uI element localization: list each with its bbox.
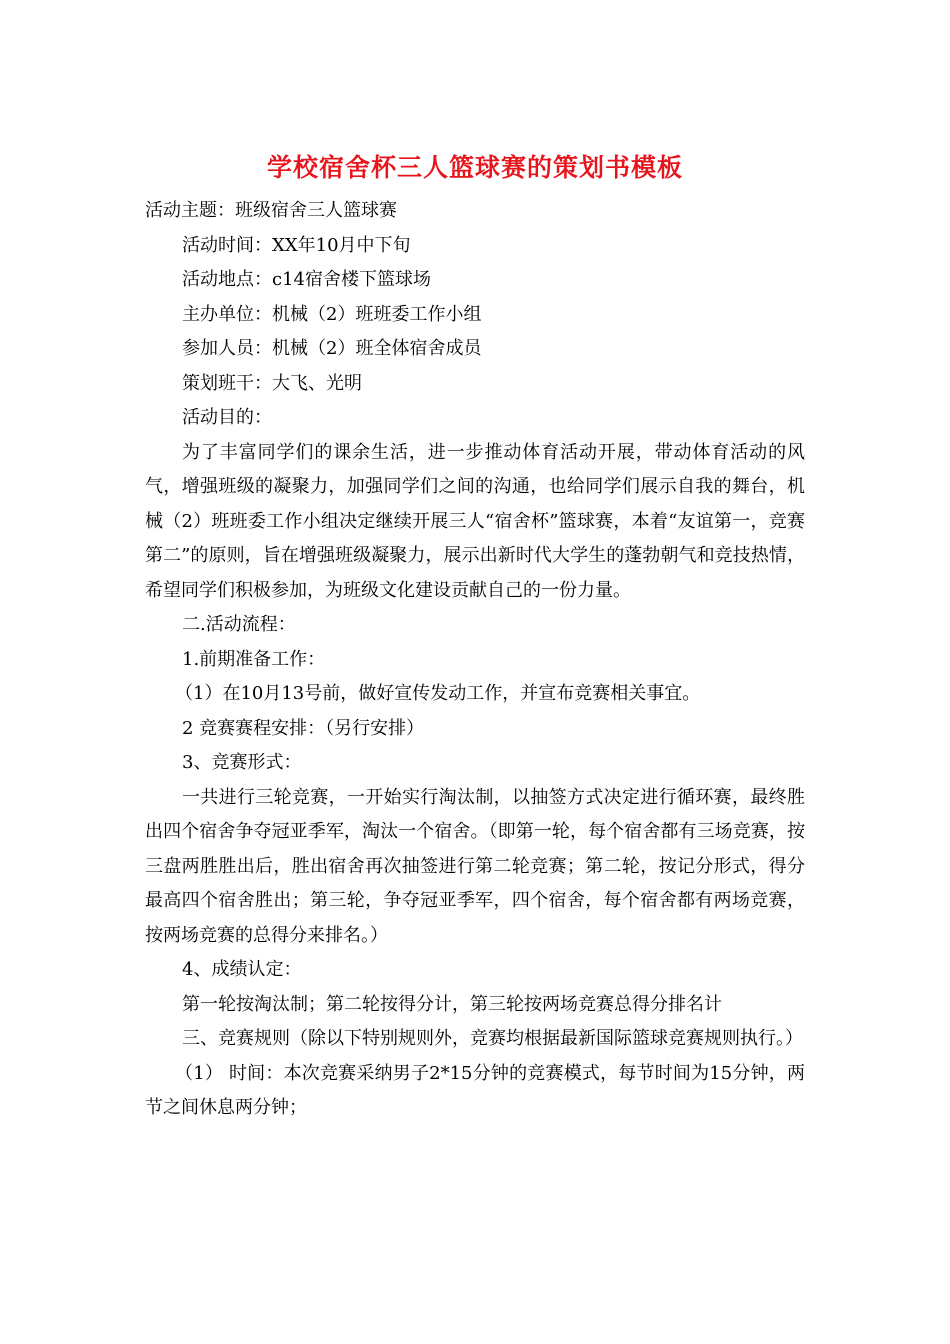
paragraph: 4、成绩认定： [182,959,302,980]
paragraph: 二.活动流程： [182,614,296,635]
paragraph: 参加人员：机械（2）班全体宿舍成员 [182,338,482,359]
paragraph: 2 竞赛赛程安排：（另行安排） [182,717,425,739]
document-page [145,150,805,1126]
paragraph: 一共进行三轮竞赛，一开始实行淘汰制，以抽签方式决定进行循环赛，最终胜出四个宿舍争夺冠亚季军，淘汰一个宿舍。（即第一轮，每个宿舍都有三场竞赛，按三盘两胜胜出后，胜出宿舍再次抽签进行第二轮竞赛；第二轮，按记分形式，得分最高四个宿舍胜出；第三轮，争夺冠亚季军，四个宿舍，每个宿舍都有两场竞赛，按两场竞赛的总得分来排名。） [145,786,805,946]
paragraph: 主办单位：机械（2）班班委工作小组 [182,303,482,325]
paragraph: 活动时间：XX年10月中下旬 [182,234,411,256]
paragraph: 活动地点：c14宿舍楼下篮球场 [182,269,431,290]
document-body [145,194,805,1126]
document-title: 学校宿舍杯三人篮球赛的策划书模板 [266,153,683,182]
paragraph: 策划班干：大飞、光明 [182,372,362,394]
paragraph: 活动主题：班级宿舍三人篮球赛 [145,200,397,221]
paragraph: 为了丰富同学们的课余生活，进一步推动体育活动开展，带动体育活动的风气，增强班级的凝聚力，加强同学们之间的沟通，也给同学们展示自我的舞台，机械（2）班班委工作小组决定继续开展三人“宿舍杯”篮球赛，本着“友谊第一，竞赛第二”的原则，旨在增强班级凝聚力，展示出新时代大学生的蓬勃朝气和竞技热情，希望同学们积极参加，为班级文化建设贡献自己的一份力量。 [145,441,805,601]
paragraph: （1）在10月13号前，做好宣传发动工作，并宣布竞赛相关事宜。 [175,683,701,704]
paragraph: 1.前期准备工作： [182,648,326,670]
paragraph: 三、竞赛规则（除以下特别规则外，竞赛均根据最新国际篮球竞赛规则执行。） [182,1028,803,1049]
paragraph: 活动目的： [182,407,272,428]
paragraph: 第一轮按淘汰制；第二轮按得分计，第三轮按两场竞赛总得分排名计 [182,993,722,1015]
paragraph: （1） 时间：本次竞赛采纳男子2*15分钟的竞赛模式，每节时间为15分钟，两节之间休息两分钟； [145,1062,805,1118]
paragraph: 3、竞赛形式： [182,752,302,773]
